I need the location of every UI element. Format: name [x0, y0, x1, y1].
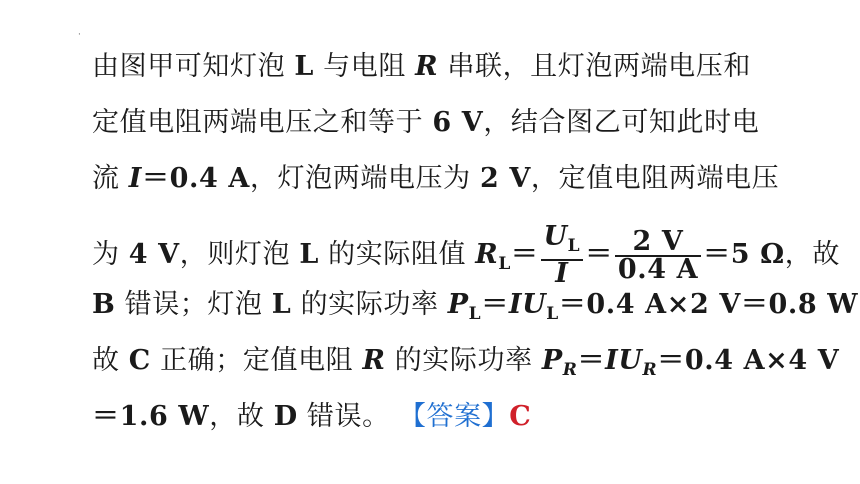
symbol-L: L — [294, 51, 314, 82]
symbol-U: U — [543, 221, 568, 252]
option-C: C — [128, 345, 151, 376]
fraction-numerator: 2 V — [615, 229, 701, 257]
value-current: ＝0.4 A — [142, 163, 250, 194]
fraction-values — [615, 225, 701, 285]
value-resistance: ＝5 Ω — [703, 239, 785, 270]
value-power-lamp: ＝0.4 A×2 V＝0.8 W — [558, 289, 859, 320]
symbol-IU: IU — [605, 345, 643, 376]
symbol-R: R — [475, 239, 499, 270]
equals-sign: ＝ — [577, 345, 606, 376]
fraction-numerator — [541, 221, 584, 261]
value-power-resistor: ＝0.4 A×4 V — [657, 345, 840, 376]
subscript-L: L — [468, 304, 482, 324]
fraction-ul-over-i — [541, 221, 584, 289]
equals-sign: ＝ — [481, 289, 509, 320]
text-run: 的实际功率 — [291, 289, 448, 320]
symbol-I: I — [128, 163, 143, 194]
value-4v: 4 V — [128, 239, 180, 270]
text-line-5 — [92, 288, 858, 331]
text-run: ，则灯泡 — [179, 239, 300, 270]
text-run: 故 — [92, 345, 129, 376]
value-6v: 6 V — [432, 107, 484, 138]
fraction-denominator: I — [555, 258, 569, 289]
subscript-L: L — [498, 254, 511, 274]
value-power-result: ＝1.6 W — [92, 401, 210, 432]
text-run: 错误。 — [297, 401, 390, 432]
text-line-7 — [92, 400, 531, 434]
text-run: 正确；定值电阻 — [150, 345, 363, 376]
text-run: ，结合图乙可知此时电 — [483, 107, 760, 138]
text-run: ，定值电阻两端电压 — [530, 163, 780, 194]
symbol-P: P — [541, 345, 563, 376]
subscript-L: L — [567, 236, 581, 256]
text-run: 的实际阻值 — [318, 239, 476, 270]
symbol-IU: IU — [508, 289, 547, 320]
text-line-4 — [92, 221, 840, 289]
answer-label: 【答案】 — [398, 401, 510, 432]
corner-dot: · — [78, 30, 81, 40]
option-B: B — [92, 289, 116, 320]
text-run: 为 — [92, 239, 129, 270]
subscript-L: L — [546, 304, 559, 324]
option-D: D — [273, 401, 298, 432]
equals-sign: ＝ — [585, 239, 613, 270]
text-run: ，故 — [209, 401, 274, 432]
equals-sign: ＝ — [510, 239, 539, 270]
text-line-1 — [92, 50, 751, 84]
text-run: 与电阻 — [313, 51, 416, 82]
text-run: 定值电阻两端电压之和等于 — [92, 107, 433, 138]
fraction-denominator: 0.4 A — [617, 253, 699, 285]
symbol-L: L — [271, 289, 292, 320]
text-line-6 — [92, 344, 839, 387]
value-2v: 2 V — [479, 163, 531, 194]
text-line-3 — [92, 162, 779, 196]
text-run: 错误；灯泡 — [115, 289, 272, 320]
text-run: ，灯泡两端电压为 — [249, 163, 480, 194]
text-run: 的实际功率 — [385, 345, 542, 376]
subscript-R: R — [642, 360, 658, 380]
text-line-2 — [92, 106, 759, 140]
text-run: 流 — [92, 163, 129, 194]
symbol-R: R — [415, 51, 439, 82]
symbol-L: L — [299, 239, 319, 270]
answer-value: C — [509, 401, 532, 432]
text-run: 串联，且灯泡两端电压和 — [438, 51, 751, 82]
subscript-R: R — [562, 360, 578, 380]
text-run: 由图甲可知灯泡 — [92, 51, 295, 82]
symbol-R: R — [362, 345, 386, 376]
symbol-P: P — [447, 289, 469, 320]
text-run: ，故 — [784, 239, 840, 270]
